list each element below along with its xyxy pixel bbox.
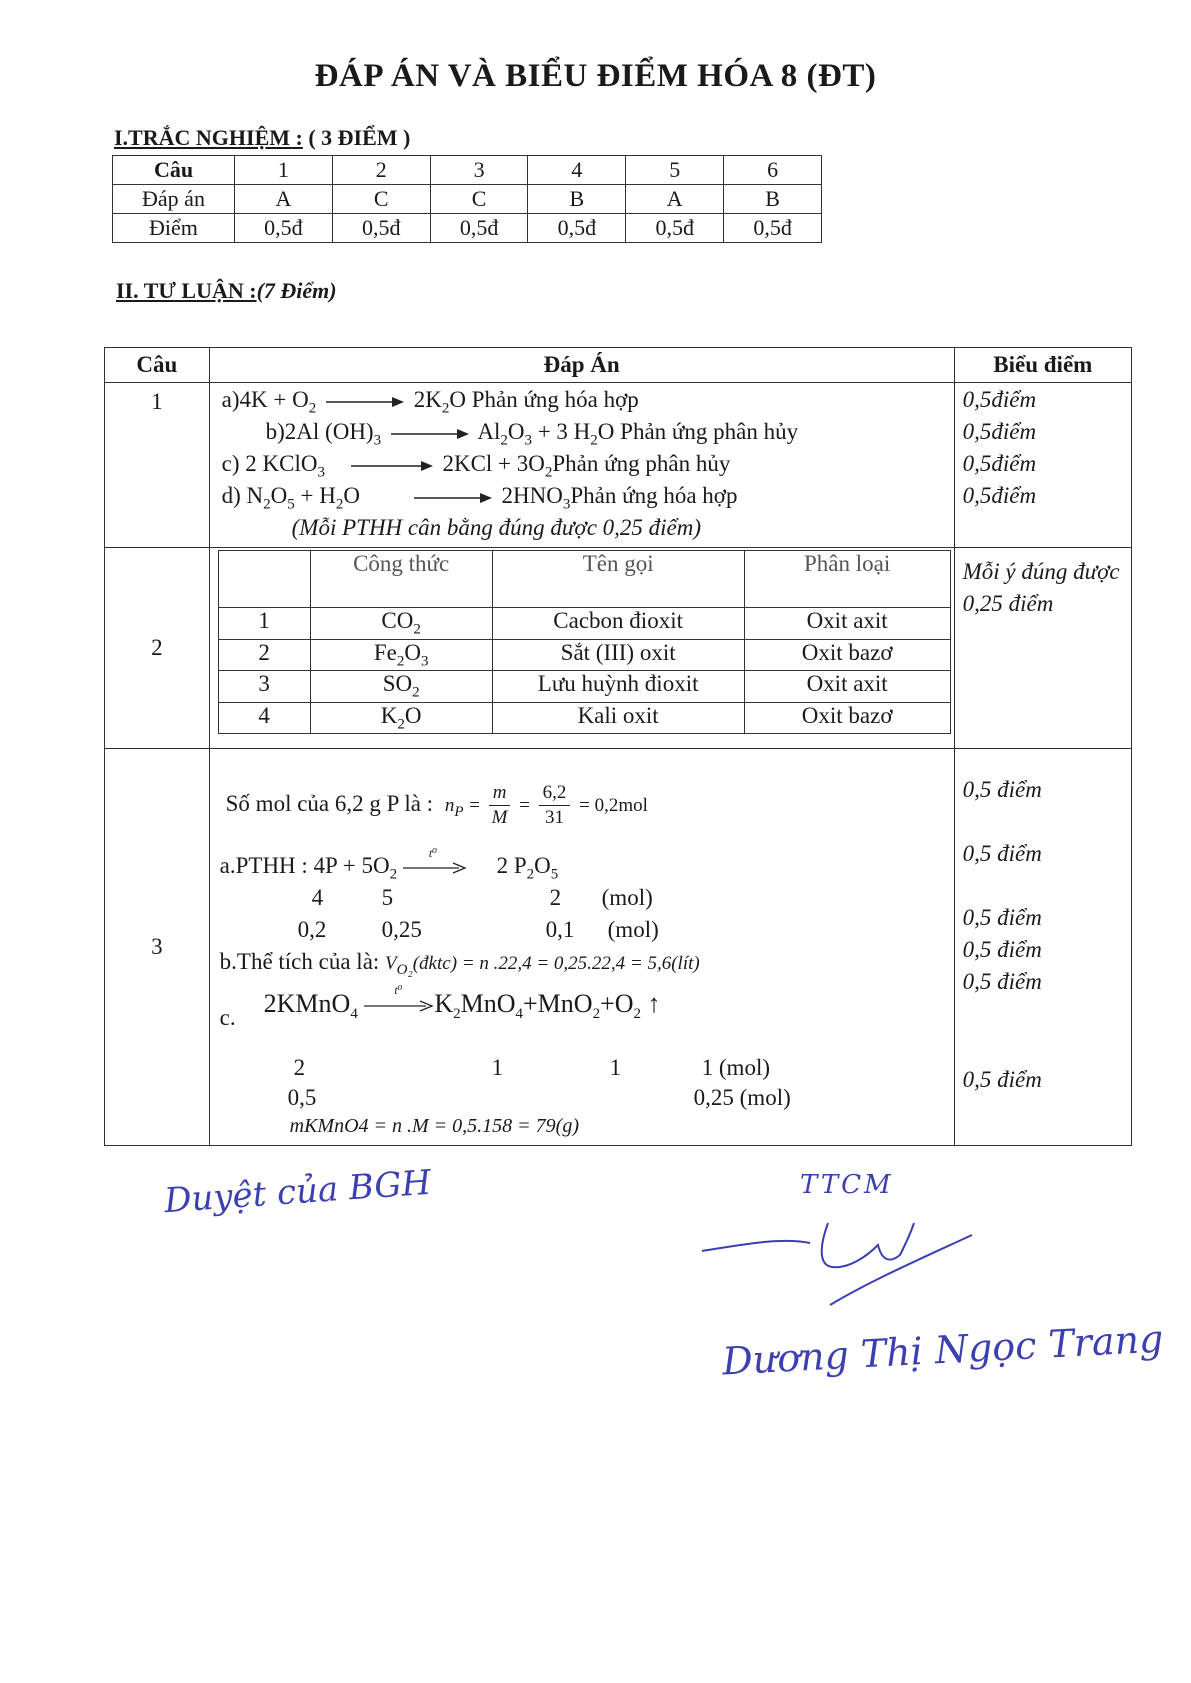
mc-row-questions: [113, 156, 822, 185]
oxide-index: 3: [218, 671, 310, 703]
oxide-formula-sub: 2: [396, 653, 405, 670]
oxide-formula: [310, 702, 492, 734]
q3-np-sub: P: [454, 803, 464, 820]
question-1-answer: [209, 383, 954, 548]
question-1-row: [105, 383, 1132, 548]
q3-np: [444, 794, 464, 820]
q3-b-formula: [385, 953, 700, 978]
oxide-index: 4: [218, 702, 310, 734]
oxide-index: 2: [218, 639, 310, 671]
q3-b-text: b.Thể tích của là:: [219, 949, 380, 974]
q3-b-v-sub: O₂: [396, 961, 413, 978]
score-label: 0,5 điểm: [962, 841, 1042, 866]
q1-b-rhs: Al: [477, 419, 501, 444]
oxide-name: Sắt (III) oxit: [492, 639, 744, 671]
oxide-formula-base: SO: [382, 671, 413, 697]
q1-note: (Mỗi PTHH cân bằng đúng được 0,25 điểm): [291, 515, 702, 540]
mc-row-points: [113, 214, 822, 243]
mc-row-label: Điểm: [113, 214, 235, 243]
q3-a-ratio-unit: (mol): [601, 885, 653, 910]
question-2-score: Mỗi ý đúng được 0,25 điểm: [954, 548, 1131, 749]
mc-points: 0,5đ: [332, 214, 430, 243]
question-number: [105, 383, 210, 548]
q3-equation-c: 2KMnO$_4$ t⁰ $K_2MnO_4+MnO_2+O_2$ ↑: [263, 983, 661, 1023]
question-2-row: [105, 548, 1132, 749]
oxide-name: Cacbon đioxit: [492, 608, 744, 640]
oxide-formula: [310, 608, 492, 640]
oxide-formula-base-2: O: [404, 639, 421, 665]
q1-b-rhs-tail: O Phản ứng phân hủy: [597, 419, 799, 444]
q3-c-rhs-o2: +O: [600, 989, 634, 1018]
q1-d-rhs-tail: Phản ứng hóa hợp: [570, 483, 738, 508]
score-label: 0,5điểm: [962, 419, 1037, 444]
oxide-index: 1: [218, 608, 310, 640]
mc-question: 5: [626, 156, 724, 185]
section-1-heading-tail: ( 3 ĐIỂM ): [302, 125, 411, 150]
q3-a-mol-1: 0,2: [297, 917, 327, 942]
q1-c-lhs: c) 2 KClO: [221, 451, 318, 476]
reaction-arrow-icon: [391, 428, 469, 440]
fraction-denominator: M: [491, 807, 508, 828]
q3-b-rest: (đktc) = n .22,4 = 0,25.22,4 = 5,6(lít): [412, 953, 700, 974]
oxide-name: Lưu huỳnh đioxit: [492, 671, 744, 703]
q1-c-rhs: 2KCl + 3O: [442, 451, 545, 476]
q3-mol-result: = 0,2mol: [579, 794, 648, 816]
fraction-denominator: 31: [545, 807, 565, 828]
q3-volume-line: [220, 949, 700, 979]
q3-np-symbol: n: [444, 794, 455, 816]
q3-mol-line: Số mol của 6,2 g P là : $n_P$ = $\frac{m}{M}$ = $\frac{6,2}{31}$ = 0,2mol: [225, 782, 648, 828]
page-title: ĐÁP ÁN VÀ BIỂU ĐIỂM HÓA 8 (ĐT): [314, 58, 877, 94]
q3-c-label: c.: [219, 1005, 236, 1030]
q3-c-rhs-mno4: MnO: [460, 989, 516, 1018]
q3-equation-a: a.PTHH : $4P + 5O_2$ t⁰ 2 $P_2O_5$: [219, 845, 559, 883]
oxide-formula-sub: 2: [397, 716, 405, 733]
q3-a-rhs: 2 P: [496, 853, 527, 878]
reaction-arrow-icon: [351, 460, 433, 472]
header-dap-an: Đáp Án: [209, 348, 954, 383]
q3-a-ratio-2: 5: [381, 885, 394, 910]
q3-c-rhs-k: K: [434, 989, 454, 1018]
q3-c-mass: mKMnO4 = n .M = 0,5.158 = 79(g): [289, 1115, 579, 1137]
mc-answer: C: [332, 185, 430, 214]
q1-equation-a: $a)4K + O_2$ $2K_2O$ Phản ứng hóa hợp: [221, 387, 639, 417]
oxide-name: Kali oxit: [492, 702, 744, 734]
score-label: 0,5 điểm: [962, 1067, 1042, 1092]
oxide-row: [218, 671, 950, 703]
q1-b-rhs-o: O: [507, 419, 525, 444]
mc-answer: C: [430, 185, 528, 214]
oxide-header-row: [218, 551, 950, 608]
heat-arrow-icon: [403, 845, 467, 880]
q3-c-mol-1: 0,5: [287, 1085, 317, 1110]
mc-answer: A: [626, 185, 724, 214]
q1-equation-b: b)2Al $(OH)_3$ $Al_2O_3 + 3$ $H_2O$ Phản ứng phân hủy: [265, 419, 799, 449]
q1-a-rhs: 2K: [413, 387, 442, 412]
q1-equation-c: c) 2 KClO$_3$ $2KCl + 3O_2Phản$ ứng phân hủy: [221, 451, 731, 481]
reaction-arrow-icon: [414, 492, 492, 504]
q3-fraction-m-over-M: [489, 781, 511, 830]
oxide-type: Oxit bazơ: [744, 639, 950, 671]
essay-header-row: [105, 348, 1132, 383]
q3-c-ratio-2: 1: [491, 1055, 504, 1080]
section-1-heading-main: I.TRẮC NGHIỆM :: [114, 125, 303, 150]
oxide-row: [218, 702, 950, 734]
q1-d-lhs: d) N: [221, 483, 264, 508]
score-label: 0,5 điểm: [962, 777, 1042, 802]
essay-table: [104, 347, 1132, 1146]
mc-row-label: Câu: [113, 156, 235, 185]
mc-question: 6: [724, 156, 822, 185]
oxide-row: [218, 608, 950, 640]
signature-ttcm-title: TTCM: [800, 1170, 894, 1200]
oxide-formula: [310, 639, 492, 671]
oxide-formula-sub-2: 3: [420, 653, 429, 670]
oxide-formula-base-2: O: [404, 702, 422, 728]
heat-label: t⁰: [428, 845, 437, 860]
score-label: 0,5điểm: [962, 451, 1037, 476]
reaction-arrow-icon: [326, 396, 404, 408]
q1-d-lhs-h: + H: [294, 483, 336, 508]
mc-row-answers: [113, 185, 822, 214]
oxide-formula: [310, 671, 492, 703]
question-2-answer: [209, 548, 954, 749]
score-label: 0,5 điểm: [962, 969, 1042, 994]
oxide-header-formula: Công thức: [310, 551, 492, 608]
mc-points: 0,5đ: [528, 214, 626, 243]
oxide-type: Oxit axit: [744, 608, 950, 640]
section-2-heading-main: II. TƯ LUẬN :: [116, 278, 257, 303]
oxide-row: [218, 639, 950, 671]
q1-a-rhs-tail: O Phản ứng hóa hợp: [449, 387, 639, 412]
q3-a-mol-unit: (mol): [607, 917, 659, 942]
oxide-header-empty: [218, 551, 310, 608]
fraction-numerator: 6,2: [539, 781, 571, 806]
section-2-heading-tail: (7 Điểm): [256, 278, 337, 303]
signature-ttcm-name: Dương Thị Ngọc Trang: [721, 1316, 1165, 1384]
heat-label: t⁰: [394, 983, 403, 998]
mc-points: 0,5đ: [235, 214, 333, 243]
section-1-heading: [114, 125, 410, 151]
q3-a-mol-3: 0,1: [545, 917, 575, 942]
signature-left: Duyệt của BGH: [162, 1162, 433, 1222]
score-label: 0,5 điểm: [962, 937, 1042, 962]
q1-a-lhs: a)4K + O: [221, 387, 309, 412]
header-bieu-diem: Biểu điểm: [954, 348, 1131, 383]
q1-d-rhs: 2HNO: [501, 483, 563, 508]
mc-points: 0,5đ: [430, 214, 528, 243]
q1-d-lhs-o: O: [270, 483, 288, 508]
q3-a-mol-2: 0,25: [381, 917, 422, 942]
question-3-answer: [209, 749, 954, 1146]
signature-scribble-icon: [700, 1215, 990, 1335]
q3-c-rhs-mno2: +MnO: [523, 989, 593, 1018]
mc-question: 4: [528, 156, 626, 185]
oxide-type: Oxit axit: [744, 671, 950, 703]
mc-points: 0,5đ: [724, 214, 822, 243]
section-2-heading: [116, 278, 337, 304]
mc-points: 0,5đ: [626, 214, 724, 243]
q1-b-rhs-h: + 3 H: [531, 419, 591, 444]
multiple-choice-table: [112, 155, 822, 243]
question-3-number: 3: [151, 934, 163, 959]
oxide-formula-base: CO: [381, 608, 414, 633]
oxide-formula-sub: 2: [413, 621, 421, 638]
oxide-header-type: Phân loại: [744, 551, 950, 608]
score-label: 0,5điểm: [962, 387, 1037, 412]
fraction-numerator: m: [489, 781, 511, 806]
q3-a-rhs-o: O: [534, 853, 551, 878]
q3-c-ratio-4: 1 (mol): [701, 1055, 770, 1080]
heat-arrow-icon: [364, 983, 434, 1019]
q3-c-lhs: 2KMnO: [263, 989, 351, 1018]
q3-mol-intro: Số mol của 6,2 g P là :: [225, 790, 434, 816]
oxide-formula-sub: 2: [412, 684, 420, 701]
mc-row-label: Đáp án: [113, 185, 235, 214]
score-label: 0,5điểm: [962, 483, 1037, 508]
q1-b-lhs: b)2Al (OH): [265, 419, 374, 444]
score-label: 0,5 điểm: [962, 905, 1042, 930]
oxide-table: [218, 550, 951, 734]
q3-b-v: V: [385, 953, 397, 974]
question-number: [105, 548, 210, 749]
oxide-type: Oxit bazơ: [744, 702, 950, 734]
header-cau: Câu: [105, 348, 210, 383]
q3-c-ratio-3: 1: [609, 1055, 622, 1080]
question-3-row: [105, 749, 1132, 1146]
mc-question: 2: [332, 156, 430, 185]
mc-question: 3: [430, 156, 528, 185]
question-3-scores: [954, 749, 1131, 1146]
oxide-header-name: Tên gọi: [492, 551, 744, 608]
question-1-number: 1: [151, 389, 163, 414]
mc-question: 1: [235, 156, 333, 185]
q1-d-lhs-tail: O: [343, 483, 361, 508]
mc-answer: B: [528, 185, 626, 214]
q3-c-ratio-1: 2: [293, 1055, 306, 1080]
q3-a-ratio-3: 2: [549, 885, 562, 910]
oxide-formula-base: Fe: [373, 639, 397, 665]
q1-c-rhs-tail: Phản ứng phân hủy: [552, 451, 731, 476]
question-number: [105, 749, 210, 1146]
gas-arrow-icon: ↑: [647, 989, 661, 1018]
q1-equation-d: d) $N_2O_5 + H_2O$ $2HNO_3Phản$ ứng hóa hợp: [221, 483, 738, 513]
question-2-number: 2: [151, 635, 163, 660]
oxide-formula-base: K: [380, 702, 398, 728]
mc-answer: A: [235, 185, 333, 214]
q3-fraction-values: [539, 781, 571, 830]
q3-a-lhs: a.PTHH : 4P + 5O: [219, 853, 390, 878]
q3-a-ratio-1: 4: [311, 885, 324, 910]
mc-answer: B: [724, 185, 822, 214]
question-1-scores: [954, 383, 1131, 548]
q3-c-mol-2: 0,25 (mol): [693, 1085, 791, 1110]
